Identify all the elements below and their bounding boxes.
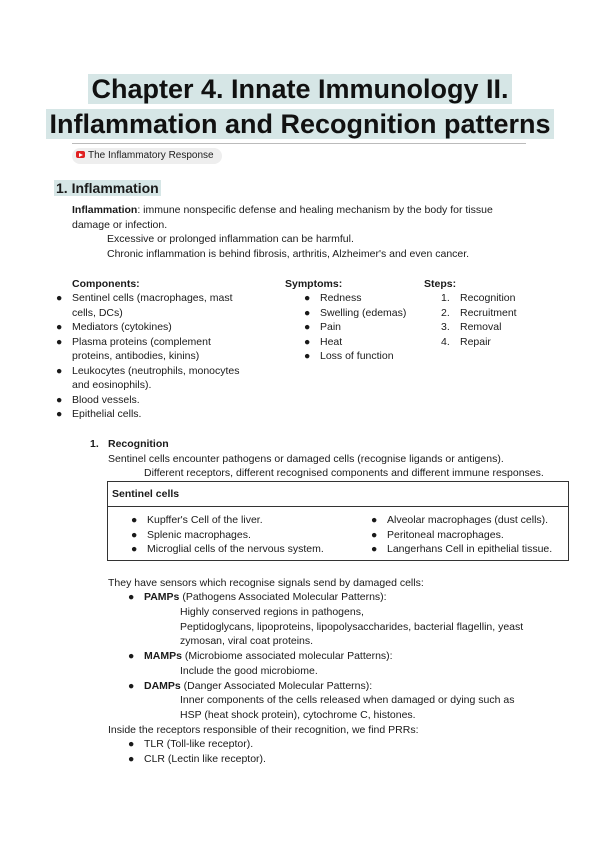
sentinel-cells-header: Sentinel cells	[108, 482, 568, 507]
list-item: ● CLR (Lectin like receptor).	[128, 752, 266, 765]
components-list	[56, 291, 272, 422]
recognition-heading: Recognition	[108, 438, 169, 450]
pamps-bullet-icon: ●	[128, 591, 135, 603]
list-item-cont: cells, DCs)	[72, 306, 123, 319]
list-item: ● Swelling (edemas)	[304, 306, 407, 319]
symptoms-label: Symptoms:	[285, 278, 343, 290]
page-title-line-2: Inflammation and Recognition patterns	[0, 107, 600, 141]
sentinel-cells-right-list	[371, 513, 572, 557]
recognition-line-2: Different receptors, different recognised components and different immune responses.	[144, 467, 544, 479]
list-item: ● Sentinel cells (macrophages, mast	[56, 292, 233, 304]
mamps-bullet-icon: ●	[128, 650, 135, 662]
list-item: ● Blood vessels.	[56, 393, 140, 406]
note-harmful: Excessive or prolonged inflammation can be harmful.	[107, 233, 354, 245]
table-list-item: ● Alveolar macrophages (dust cells).	[371, 514, 549, 526]
list-item: ● Leukocytes (neutrophils, monocytes	[56, 364, 240, 377]
sentinel-cells-left-list	[131, 513, 357, 557]
list-item: ● Pain	[304, 321, 342, 333]
pamps-item: PAMPs (Pathogens Associated Molecular Patterns):	[144, 591, 387, 603]
sentinel-cells-table	[107, 481, 569, 561]
pamps-line-1: Highly conserved regions in pathogens,	[180, 606, 364, 618]
list-item-cont: proteins, antibodies, kinins)	[72, 350, 200, 362]
list-item-cont: and eosinophils).	[72, 379, 152, 391]
list-item: ● Redness	[304, 292, 362, 304]
title-divider	[72, 143, 526, 144]
recognition-line-1: Sentinel cells encounter pathogens or damaged cells (recognise ligands or antigens).	[108, 453, 504, 465]
damps-bullet-icon: ●	[128, 680, 135, 692]
list-item: ● TLR (Toll-like receptor).	[128, 738, 254, 750]
table-list-item: ● Splenic macrophages.	[131, 528, 251, 541]
table-list-item: ● Microglial cells of the nervous system.	[131, 543, 324, 555]
pamps-line-3: zymosan, viral coat proteins.	[180, 635, 314, 647]
list-item: ● Epithelial cells.	[56, 408, 142, 420]
components-label: Components:	[72, 278, 140, 290]
symptoms-list	[304, 291, 430, 364]
mamps-line-1: Include the good microbiome.	[180, 665, 318, 677]
list-item: 4. Repair	[441, 335, 491, 348]
note-chronic: Chronic inflammation is behind fibrosis, arthritis, Alzheimer's and even cancer.	[107, 248, 470, 260]
pamps-line-2: Peptidoglycans, lipoproteins, lipopolysaccharides, bacterial flagellin, yeast	[180, 621, 524, 633]
recognition-number: 1.	[90, 438, 99, 450]
steps-list	[441, 291, 560, 349]
steps-label: Steps:	[424, 278, 457, 290]
damps-line-1: Inner components of the cells released when damaged or dying such as	[180, 694, 515, 706]
list-item: ● Mediators (cytokines)	[56, 321, 172, 333]
video-link-chip[interactable]	[72, 148, 222, 164]
list-item: 1. Recognition	[441, 292, 516, 304]
damps-line-2: HSP (heat shock protein), cytochrome C, histones.	[180, 709, 416, 721]
page-title-line-1: Chapter 4. Innate Immunology II.	[0, 72, 600, 106]
list-item: 2. Recruitment	[441, 306, 517, 319]
video-link-label: The Inflammatory Response	[88, 150, 214, 161]
list-item: ● Loss of function	[304, 350, 394, 362]
list-item: ● Heat	[304, 335, 343, 348]
list-item: ● Plasma proteins (complement	[56, 335, 211, 348]
prr-list	[128, 737, 444, 766]
damps-item: DAMPs (Danger Associated Molecular Patterns):	[144, 680, 373, 692]
table-list-item: ● Kupffer's Cell of the liver.	[131, 514, 263, 526]
definition-paragraph: Inflammation: immune nonspecific defense and healing mechanism by the body for tissue damage or infection.	[72, 204, 493, 231]
table-list-item: ● Peritoneal macrophages.	[371, 528, 504, 541]
prr-intro: Inside the receptors responsible of their recognition, we find PRRs:	[108, 724, 419, 736]
sensors-intro: They have sensors which recognise signals send by damaged cells:	[108, 577, 424, 589]
mamps-item: MAMPs (Microbiome associated molecular Patterns):	[144, 650, 393, 662]
list-item: 3. Removal	[441, 321, 502, 333]
table-list-item: ● Langerhans Cell in epithelial tissue.	[371, 543, 553, 555]
section-heading-inflammation: 1. Inflammation	[56, 180, 159, 196]
youtube-icon	[76, 151, 85, 158]
